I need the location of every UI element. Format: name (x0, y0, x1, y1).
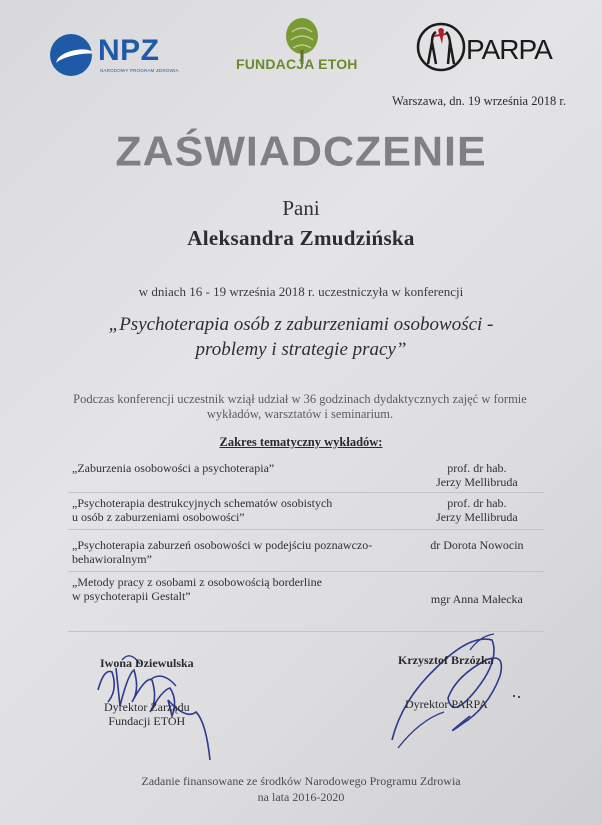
conference-title-line1: „Psychoterapia osób z zaburzeniami osobowości - (108, 314, 494, 335)
etoh-logo-text: FUNDACJA ETOH (236, 56, 358, 72)
document-title: ZAŚWIADCZENIE (115, 128, 487, 176)
signatory-left-name: Iwona Dziewulska (100, 656, 194, 670)
recipient-name: Aleksandra Zmudzińska (187, 226, 415, 250)
npz-emblem-icon (50, 34, 92, 76)
signatory-right-role: Dyrektor PARPA (405, 697, 488, 711)
lecture-topic: „Psychoterapia destrukcyjnych schematów osobistych u osób z zaburzeniami osobowości” (72, 496, 333, 524)
npz-logo (50, 34, 185, 78)
signatory-right-name: Krzysztof Brzózka (398, 653, 494, 667)
lecture-table (68, 455, 544, 632)
lecture-topic: „Psychoterapia zaburzeń osobowości w podejściu poznawczo- behawioralnym” (72, 538, 373, 566)
signatory-left-role: Dyrektor Zarządu Fundacji ETOH (104, 700, 190, 728)
description-line1: Podczas konferencji uczestnik wziął udział w 36 godzinach dydaktycznych zajęć w formie (73, 392, 527, 406)
lecturer: mgr Anna Małecka (430, 592, 523, 606)
npz-logo-text: NPZ (98, 34, 160, 67)
parpa-logo (416, 22, 576, 80)
participation-description (40, 392, 560, 422)
funding-note: Zadanie finansowane ze środków Narodowego Programu Zdrowia na lata 2016-2020 (141, 774, 461, 804)
lecturer: dr Dorota Nowocin (430, 538, 524, 552)
lecturer: prof. dr hab. Jerzy Mellibruda (436, 461, 518, 489)
etoh-logo (236, 18, 366, 78)
table-row (68, 572, 544, 632)
participation-statement: w dniach 16 - 19 września 2018 r. uczestniczyła w konferencji (138, 284, 464, 299)
parpa-emblem-icon (416, 22, 466, 72)
table-row (68, 493, 544, 530)
salutation: Pani (282, 196, 320, 220)
description-line2: wykładów, warsztatów i seminarium. (206, 407, 394, 421)
parpa-logo-text: PARPA (466, 34, 552, 65)
table-row (68, 530, 544, 572)
lecturer: prof. dr hab. Jerzy Mellibruda (436, 496, 518, 524)
table-row (68, 455, 544, 493)
conference-title (0, 312, 602, 362)
npz-logo-subtitle: NARODOWY PROGRAM ZDROWIA (100, 68, 179, 73)
lecture-topic: „Metody pracy z osobami z osobowością borderline w psychoterapii Gestalt” (72, 575, 322, 603)
conference-title-line2: problemy i strategie pracy” (195, 339, 407, 360)
document-date: Warszawa, dn. 19 września 2018 r. (392, 94, 566, 108)
topics-heading: Zakres tematyczny wykładów: (219, 435, 383, 449)
lecture-topic: „Zaburzenia osobowości a psychoterapia” (72, 461, 275, 475)
